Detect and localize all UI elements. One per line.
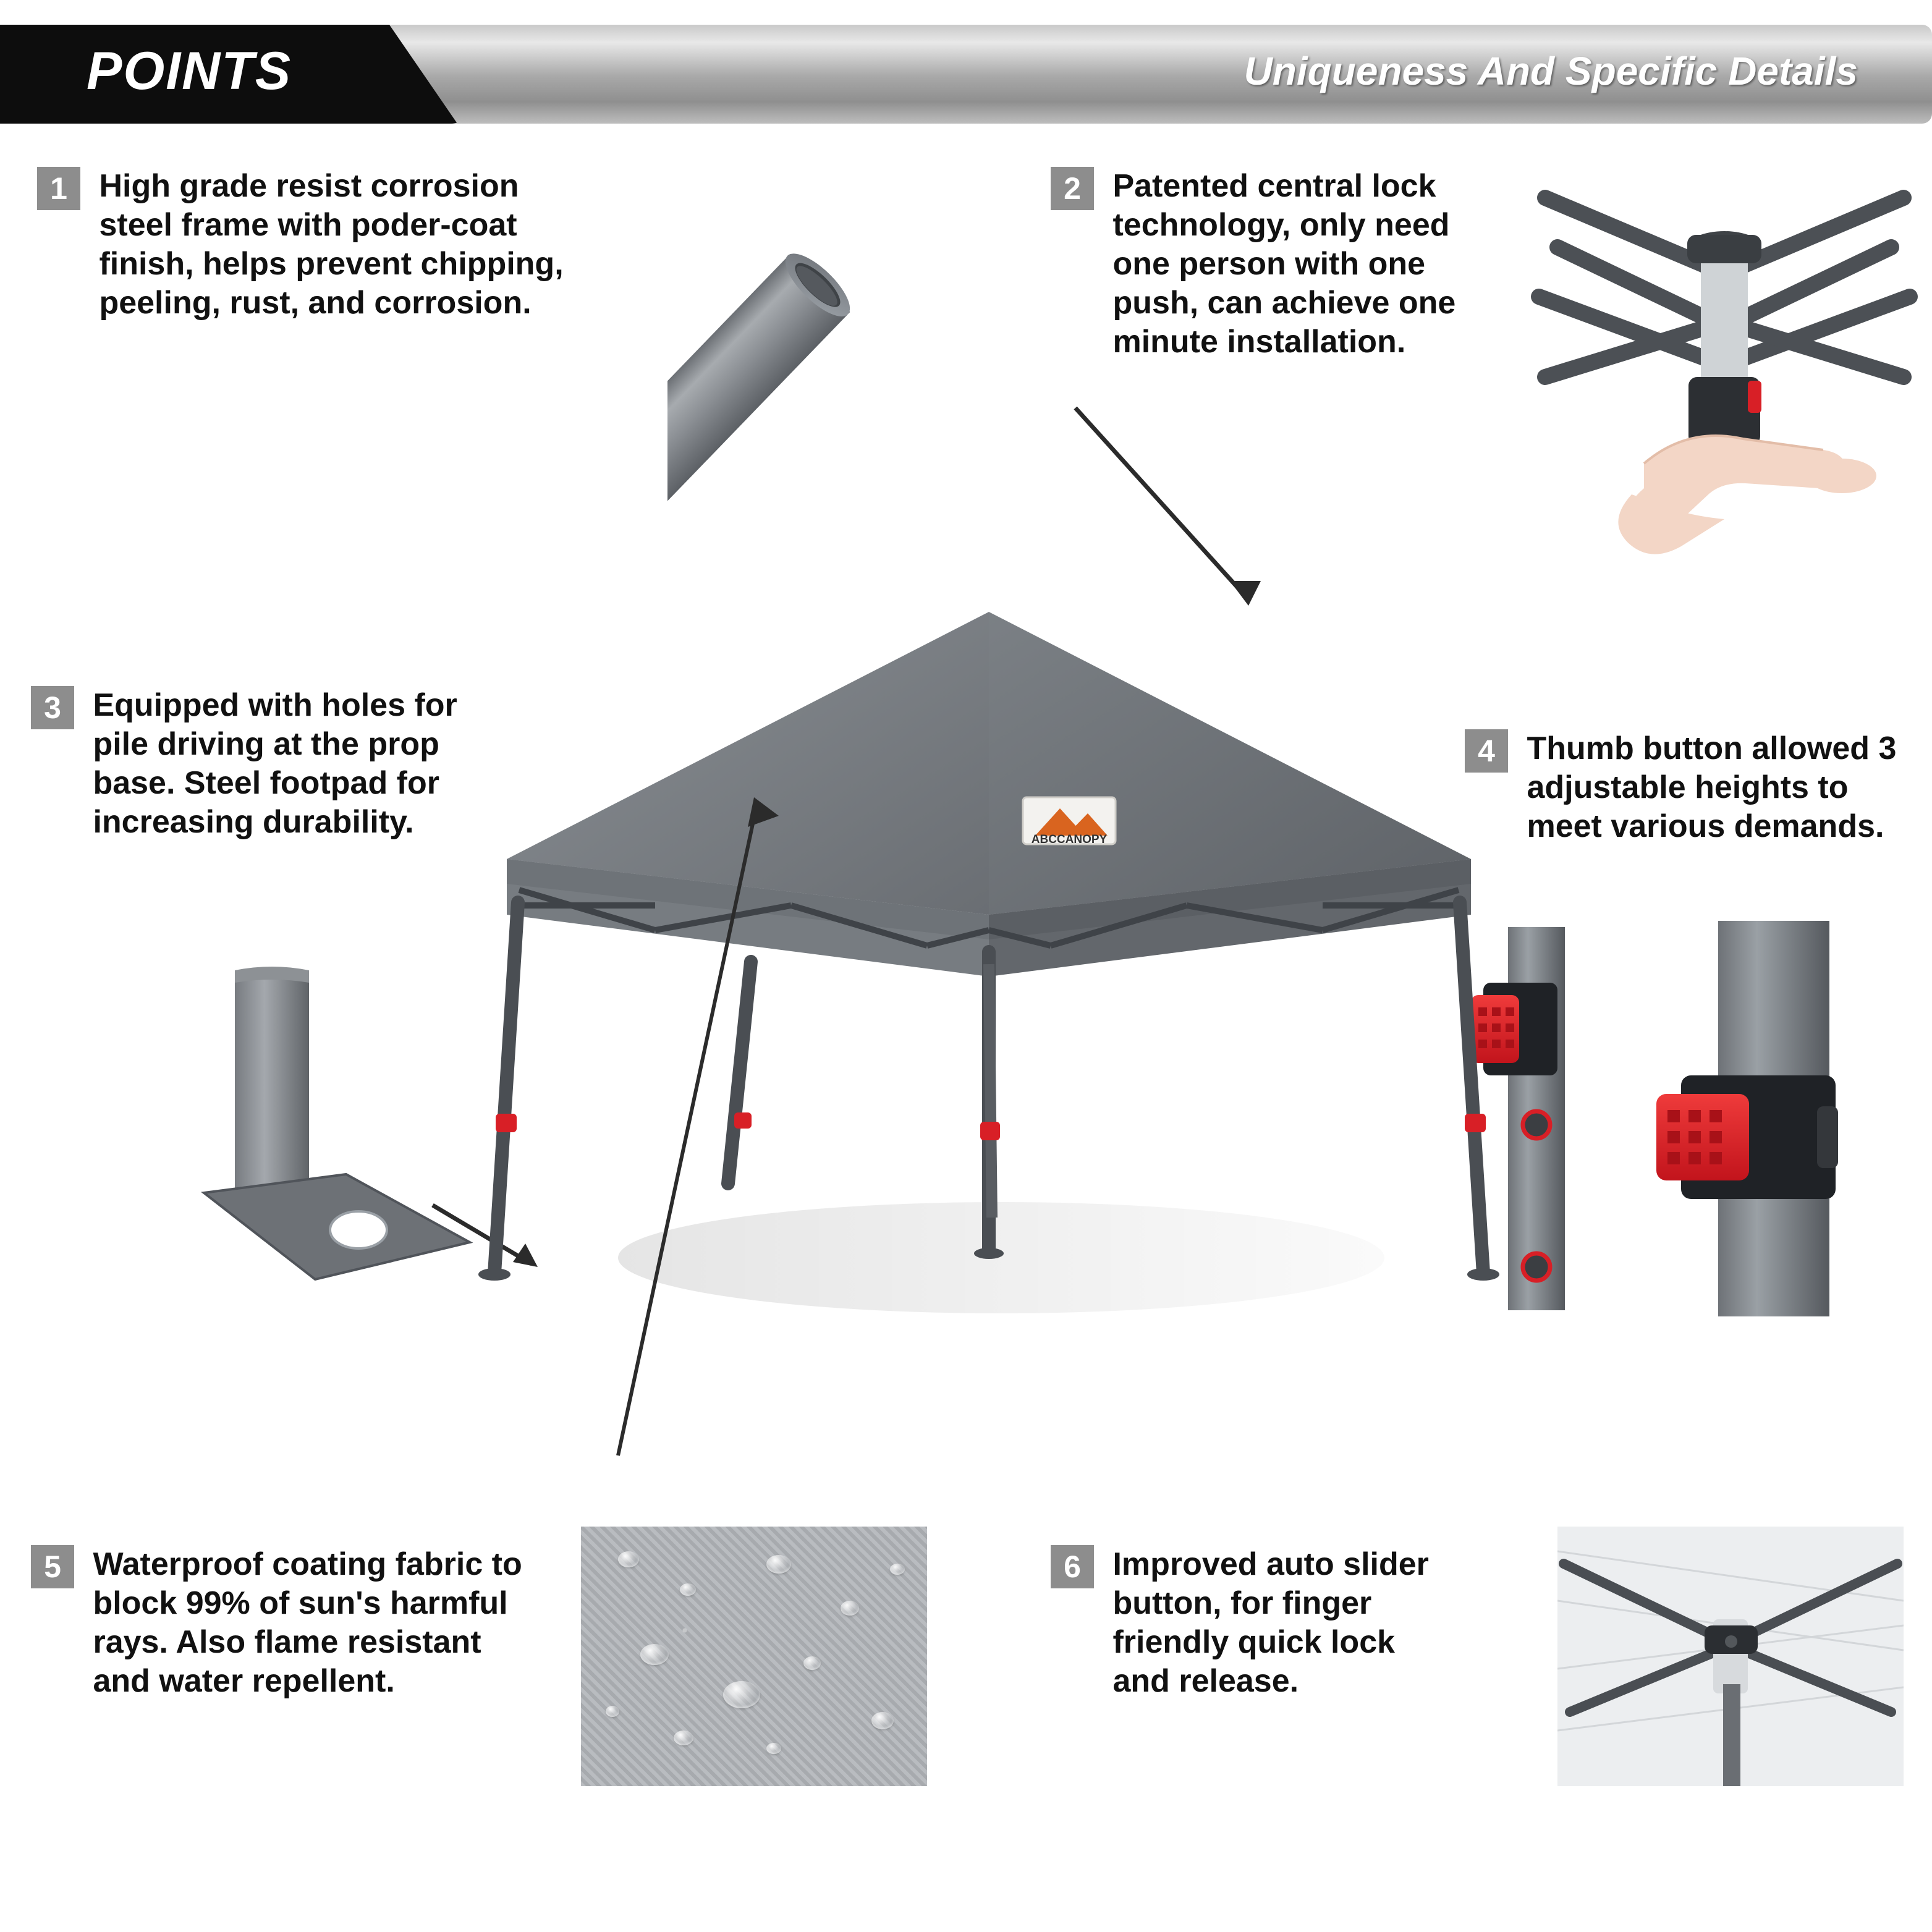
point-3-text: Equipped with holes for pile driving at the prop base. Steel footpad for increasing durability.: [93, 687, 457, 840]
thumb-button-photo: [1471, 921, 1916, 1316]
point-1: [37, 167, 593, 323]
callout-line-fabric: [606, 797, 779, 1465]
point-6-text: Improved auto slider button, for finger friendly quick lock and release.: [1112, 1546, 1429, 1699]
steel-tube-photo: [667, 247, 1051, 556]
point-1-badge: 1: [37, 167, 80, 210]
point-4-text: Thumb button allowed 3 adjustable heights to meet various demands.: [1527, 731, 1897, 844]
point-2-text: Patented central lock technology, only need one person with one push, can achieve one minute installation.: [1112, 168, 1456, 360]
svg-text:ABCCANOPY: ABCCANOPY: [1031, 833, 1108, 846]
point-3: [31, 686, 525, 842]
point-5: [31, 1545, 562, 1701]
point-2: [1051, 167, 1520, 362]
header-banner: [0, 25, 1932, 124]
under-canopy-slider-photo: [1557, 1527, 1904, 1786]
page-title: POINTS: [87, 41, 292, 101]
header-subtitle: Uniqueness And Specific Details: [1244, 49, 1858, 93]
point-5-badge: 5: [31, 1545, 74, 1588]
point-3-badge: 3: [31, 686, 74, 729]
point-4: [1465, 729, 1922, 846]
point-5-text: Waterproof coating fabric to block 99% of sun's harmful rays. Also flame resistant and water repellent.: [93, 1546, 522, 1699]
point-6-badge: 6: [1051, 1545, 1094, 1588]
central-lock-hand-photo: [1520, 173, 1928, 569]
point-4-badge: 4: [1465, 729, 1508, 773]
waterproof-fabric-photo: [581, 1527, 927, 1786]
callout-arrow-canopy: [729, 791, 810, 865]
point-1-text: High grade resist corrosion steel frame with poder-coat finish, helps prevent chipping, peeling, rust, and corrosion.: [99, 168, 564, 321]
point-6: [1051, 1545, 1520, 1701]
point-2-badge: 2: [1051, 167, 1094, 210]
